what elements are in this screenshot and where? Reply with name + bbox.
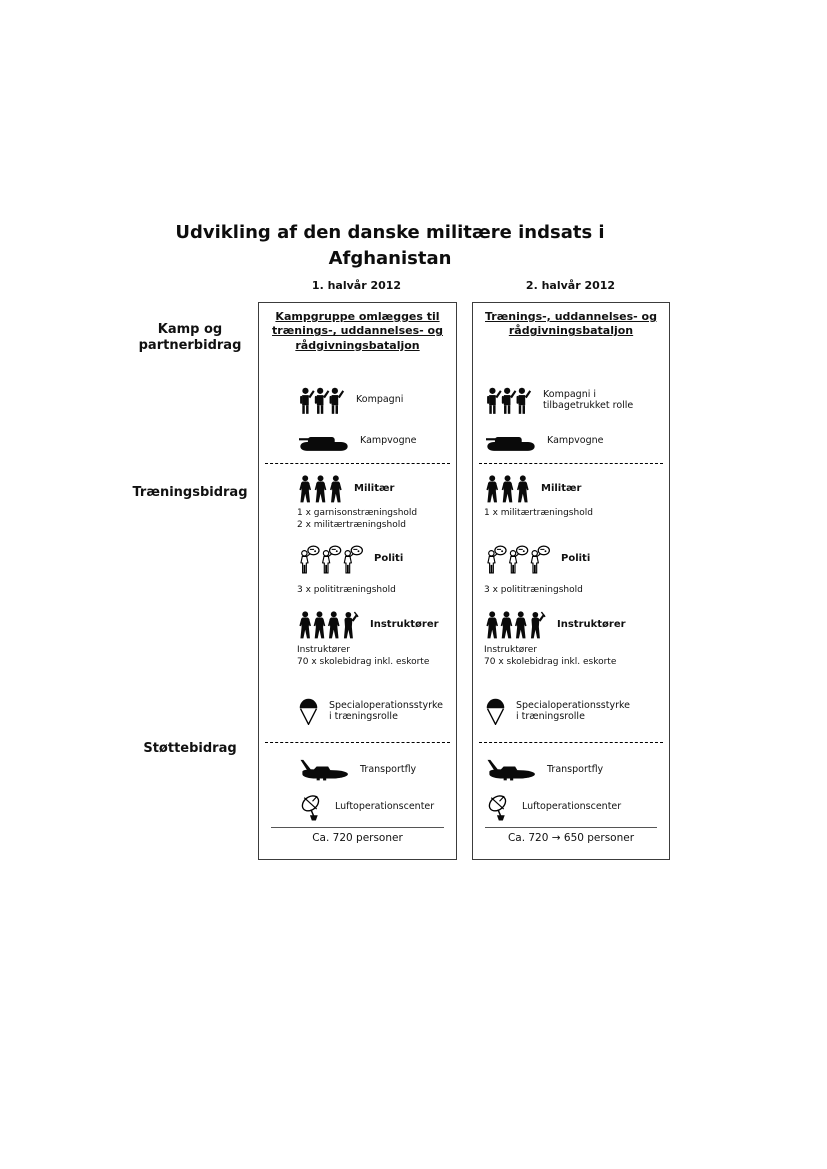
- total-divider: [485, 827, 657, 828]
- row-kompagni: [486, 381, 667, 419]
- row-specialops: [486, 691, 667, 731]
- row-label: Specialoperationsstyrke i træningsrolle: [516, 699, 630, 722]
- row-label: Luftoperationscenter: [522, 801, 622, 813]
- row-label: Luftoperationscenter: [335, 801, 435, 813]
- row-transportfly: [299, 751, 454, 789]
- kampvogne-tank-icon: [486, 431, 536, 452]
- side-label-traeningsbidrag: Træningsbidrag: [132, 485, 248, 500]
- row-label: Militær: [541, 483, 582, 494]
- kompagni-soldiers-icon: [486, 387, 532, 414]
- row-label: Politi: [374, 553, 404, 564]
- specialops-parachute-icon: [486, 698, 505, 725]
- total-personnel: Ca. 720 personer: [312, 832, 403, 844]
- box-first-half-2012: [258, 302, 457, 860]
- row-politi: [299, 535, 454, 583]
- side-label-kamp-og-partnerbidrag: Kamp og partnerbidrag: [138, 322, 242, 354]
- note-line: 3 x polititræningshold: [484, 585, 583, 595]
- militaer-soldiers-icon: [486, 475, 530, 503]
- note-line: 70 x skolebidrag inkl. eskorte: [297, 657, 430, 668]
- politi-notes: [484, 584, 667, 596]
- instruktoerer-soldiers-icon: [299, 611, 359, 639]
- total-personnel: Ca. 720 → 650 personer: [507, 832, 635, 844]
- row-label: Transportfly: [547, 764, 604, 776]
- politi-officers-icon: [486, 545, 550, 574]
- total-divider: [271, 827, 444, 828]
- note-line: 70 x skolebidrag inkl. eskorte: [484, 657, 617, 668]
- specialops-parachute-icon: [299, 698, 318, 725]
- row-label: Politi: [561, 553, 591, 564]
- row-label: Kampvogne: [360, 435, 417, 447]
- row-label: Kampvogne: [547, 435, 604, 447]
- box-header: Trænings-, uddannelses- og rådgivningsbataljon: [485, 310, 657, 338]
- side-label-stoettebidrag: Støttebidrag: [143, 741, 237, 756]
- row-kampvogne: [486, 425, 667, 457]
- note-line: 3 x polititræningshold: [297, 585, 396, 595]
- row-politi: [486, 535, 667, 583]
- transportfly-plane-icon: [299, 759, 349, 782]
- row-luftoperationscenter: [299, 789, 454, 825]
- note-line: Instruktører: [297, 645, 350, 655]
- note-line: Instruktører: [484, 645, 537, 655]
- row-militaer: [486, 470, 667, 508]
- instruktoerer-notes: [484, 644, 667, 668]
- row-label: Militær: [354, 483, 395, 494]
- section-divider: [265, 463, 450, 464]
- section-divider: [479, 463, 663, 464]
- note-line: 1 x garnisonstræningshold: [297, 508, 418, 518]
- row-kompagni: [299, 381, 454, 419]
- militaer-notes: [484, 507, 667, 519]
- luftoperationscenter-satellite-dish-icon: [486, 793, 511, 821]
- column-header-second-half: 2. halvår 2012: [525, 279, 616, 292]
- row-luftoperationscenter: [486, 789, 667, 825]
- militaer-notes: [297, 507, 454, 531]
- luftoperationscenter-satellite-dish-icon: [299, 793, 324, 821]
- box-second-half-2012: [472, 302, 670, 860]
- row-label: Specialoperationsstyrke i træningsrolle: [329, 699, 443, 722]
- section-divider: [265, 742, 450, 743]
- column-header-first-half: 1. halvår 2012: [311, 279, 402, 292]
- row-transportfly: [486, 751, 667, 789]
- row-specialops: [299, 691, 454, 731]
- transportfly-plane-icon: [486, 759, 536, 782]
- page-title: Udvikling af den danske militære indsats i Afghanistan: [175, 222, 605, 270]
- instruktoerer-soldiers-icon: [486, 611, 546, 639]
- politi-notes: [297, 584, 454, 596]
- note-line: 2 x militærtræningshold: [297, 520, 406, 531]
- box-header: Kampgruppe omlægges til trænings-, uddannelses- og rådgivningsbataljon: [272, 310, 443, 352]
- row-label: Kompagni: [356, 394, 404, 406]
- row-instruktoerer: [486, 606, 667, 644]
- row-instruktoerer: [299, 606, 454, 644]
- instruktoerer-notes: [297, 644, 454, 668]
- section-divider: [479, 742, 663, 743]
- kampvogne-tank-icon: [299, 431, 349, 452]
- row-militaer: [299, 470, 454, 508]
- kompagni-soldiers-icon: [299, 387, 345, 414]
- row-kampvogne: [299, 425, 454, 457]
- militaer-soldiers-icon: [299, 475, 343, 503]
- note-line: 1 x militærtræningshold: [484, 508, 593, 518]
- row-label: Transportfly: [360, 764, 417, 776]
- row-label: Instruktører: [557, 619, 626, 630]
- row-label: Instruktører: [370, 619, 439, 630]
- politi-officers-icon: [299, 545, 363, 574]
- row-label: Kompagni i tilbagetrukket rolle: [543, 388, 634, 411]
